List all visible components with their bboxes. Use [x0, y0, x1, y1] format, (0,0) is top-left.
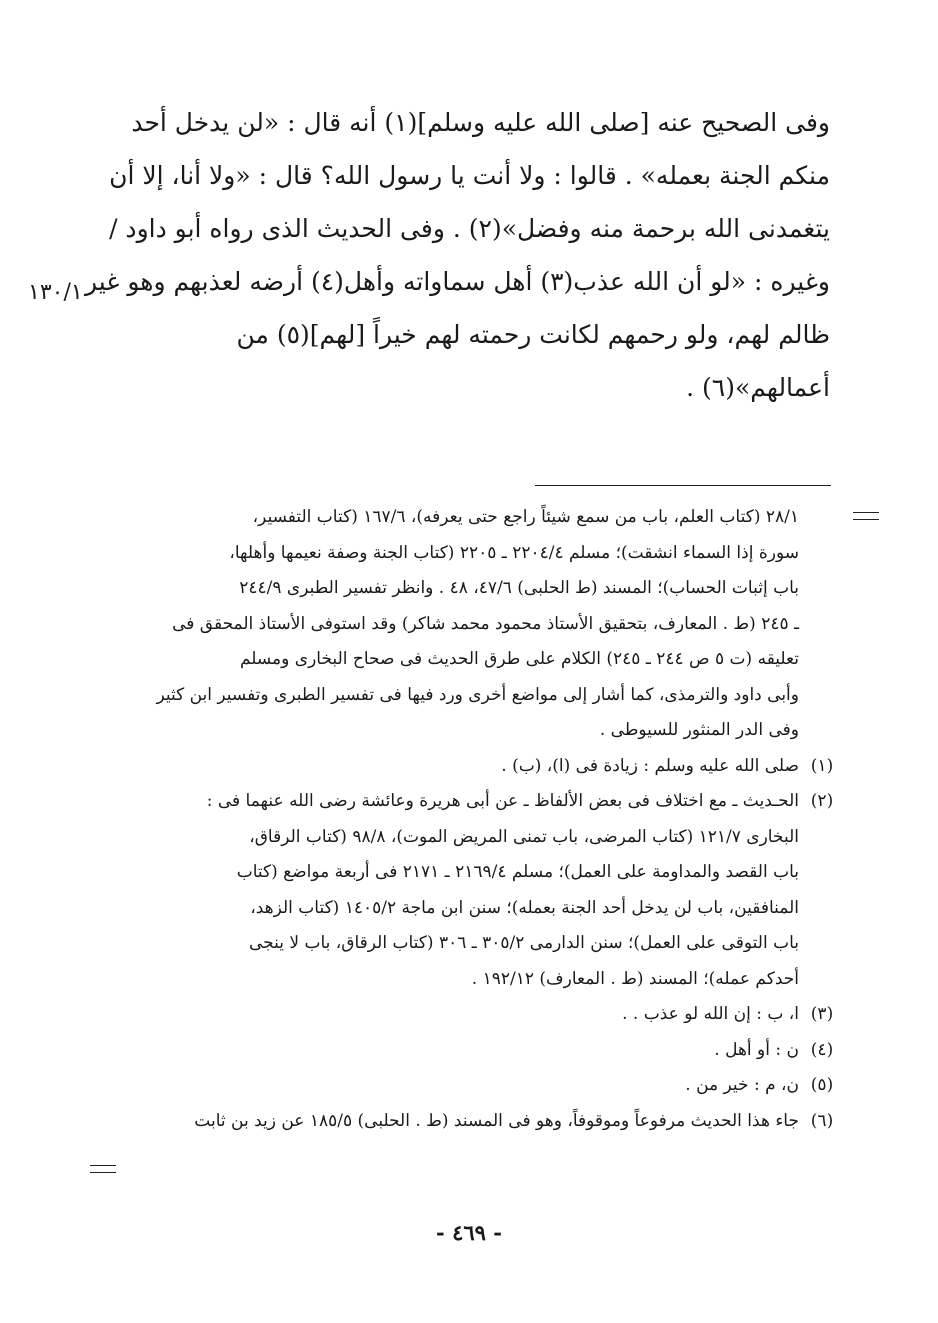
main-text-line: أعمالهم»(٦) . [686, 373, 830, 402]
footnote-number: (٦) [810, 1110, 834, 1131]
footnote-number: (٢) [810, 791, 834, 811]
footnote-body [130, 749, 799, 785]
footnote-divider [535, 485, 831, 486]
footnote-number: (٤) [810, 1039, 834, 1060]
main-text-line: ظالم لهم، ولو رحمهم لكانت رحمته لهم خيراً [لهم](٥) من [236, 320, 830, 349]
footnote-body [130, 1068, 799, 1104]
footnote-line: ٢٨/١ (كتاب العلم، باب من سمع شيئاً راجع حتى يعرفه)، ١٦٧/٦ (كتاب التفسير، [252, 507, 799, 527]
footnote-line: ا، ب : إن الله لو عذب . . [622, 1004, 799, 1024]
footnote-line: المنافقين، باب لن يدخل أحد الجنة بعمله)؛ سنن ابن ماجة ١٤٠٥/٢ (كتاب الزهد، [250, 897, 799, 918]
footnote-number [799, 500, 845, 749]
footnote-5 [130, 1068, 845, 1104]
footnote-1 [130, 749, 845, 785]
footnote-line: ن، م : خير من . [685, 1075, 799, 1095]
main-text-line: منكم الجنة بعمله» . قالوا : ولا أنت يا رسول الله؟ قال : «ولا أنا، إلا أن [109, 161, 830, 190]
footnote-line: البخارى ١٢١/٧ (كتاب المرضى، باب تمنى المريض الموت)، ٩٨/٨ (كتاب الرقاق، [249, 826, 799, 847]
footnote-line: صلى الله عليه وسلم : زيادة فى (ا)، (ب) . [501, 755, 799, 776]
footnote-2 [130, 784, 845, 997]
footnote-line: ـ ٢٤٥ (ط . المعارف، بتحقيق الأستاذ محمود محمد شاكر) وقد استوفى الأستاذ المحقق فى [172, 613, 799, 634]
main-text-line: وغيره : «لو أن الله عذب(٣) أهل سماواته وأهل(٤) أرضه لعذبهم وهو غير [85, 267, 830, 296]
footnote-continued [130, 500, 845, 749]
footnote-line: وأبى داود والترمذى، كما أشار إلى مواضع أخرى ورد فيها فى تفسير الطبرى وتفسير ابن كثير [156, 684, 799, 705]
page-number: - ٤٦٩ - [436, 1220, 502, 1245]
footnote-number: (٥) [810, 1075, 834, 1095]
continuation-mark [853, 512, 879, 520]
footnote-line: سورة إذا السماء انشقت)؛ مسلم ٢٢٠٤/٤ ـ ٢٢٠٥ (كتاب الجنة وصفة نعيمها وأهلها، [229, 542, 799, 563]
footnote-line: جاء هذا الحديث مرفوعاً وموقوفاً، وهو فى المسند (ط . الحلبى) ١٨٥/٥ عن زيد بن ثابت [194, 1110, 799, 1131]
footnote-line: أحدكم عمله)؛ المسند (ط . المعارف) ١٩٢/١٢ . [471, 968, 799, 989]
footnote-line: باب إثبات الحساب)؛ المسند (ط الحلبى) ٤٧/٦، ٤٨ . وانظر تفسير الطبرى ٢٤٤/٩ [239, 578, 799, 598]
main-text-line: يتغمدنى الله برحمة منه وفضل»(٢) . وفى الحديث الذى رواه أبو داود / [109, 214, 830, 243]
footnote-body [130, 1033, 799, 1069]
continuation-mark [90, 1165, 116, 1173]
footnote-line: باب التوقى على العمل)؛ سنن الدارمى ٣٠٥/٢ ـ ٣٠٦ (كتاب الرقاق، باب لا ينجى [248, 933, 799, 953]
main-text-line: وفى الصحيح عنه [صلى الله عليه وسلم](١) أنه قال : «لن يدخل أحد [131, 108, 830, 137]
footnote-line: الحـديث ـ مع اختلاف فى بعض الألفاظ ـ عن أبى هريرة وعائشة رضى الله عنهما فى : [206, 791, 799, 811]
footnote-body [130, 997, 799, 1033]
footnotes [130, 500, 845, 1139]
footnote-line: باب القصد والمداومة على العمل)؛ مسلم ٢١٦٩/٤ ـ ٢١٧١ فى أربعة مواضع (كتاب [236, 862, 799, 882]
footnote-number: (٣) [810, 1004, 834, 1024]
margin-reference: ١٣٠/١ [28, 280, 83, 305]
footnote-6 [130, 1104, 845, 1140]
footnote-line: ن : أو أهل . [714, 1039, 799, 1060]
footnote-body [130, 1104, 799, 1140]
footnote-line: وفى الدر المنثور للسيوطى . [599, 720, 799, 740]
footnote-3 [130, 997, 845, 1033]
footnote-number: (١) [810, 755, 834, 776]
footnote-body [130, 500, 799, 749]
footnote-body [130, 784, 799, 997]
footnote-4 [130, 1033, 845, 1069]
footnote-line: تعليقه (ت ٥ ص ٢٤٤ ـ ٢٤٥) الكلام على طرق الحديث فى صحاح البخارى ومسلم [239, 649, 799, 669]
main-text [85, 96, 830, 414]
